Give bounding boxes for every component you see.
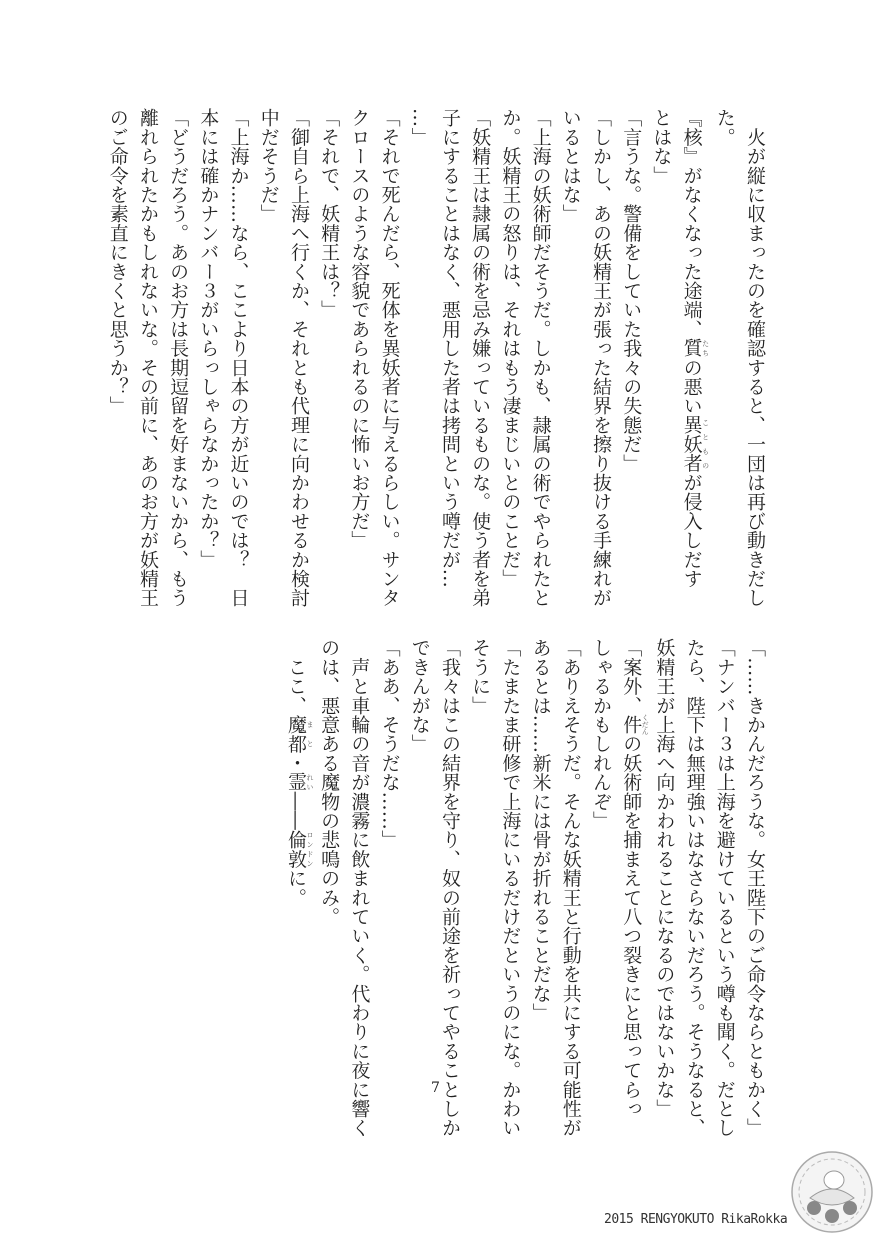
text-line: 声と車輪の音が濃霧に飲まれていく。代わりに夜に響く — [348, 638, 371, 1138]
text-line: 「しかし、あの妖精王が張った結界を擦り抜ける手練れが — [589, 108, 612, 608]
text-line: 「御自ら上海へ行くか、それとも代理に向かわせるか検討 — [287, 108, 310, 608]
text-line: 「……きかんだろうな。女王陛下のご命令ならともかく」 — [744, 638, 766, 1138]
text-line: たら、陛下は無理強いはなさらないだろう。そうなると、 — [683, 638, 706, 1138]
text-line: 子にすることはなく、悪用した者は拷問という噂だが… — [438, 108, 461, 588]
text-line: ここ、魔都 まと・霊 れい――倫敦 ロンドンに。 — [284, 638, 314, 907]
text-line: 中だそうだ」 — [257, 108, 280, 224]
text-line: 「上海か……なら、ここより日本の方が近いのでは？ 日 — [227, 108, 250, 608]
ruby-annotation: 倫敦 ロンドン — [284, 830, 314, 869]
circle-logo-stamp — [790, 1150, 874, 1234]
text-line: 「ああ、そうだな……」 — [378, 638, 401, 850]
ruby-annotation: 霊 れい — [284, 772, 314, 792]
text-line: のご命令を素直にきくと思うか？」 — [106, 108, 129, 416]
text-line: 『核』がなくなった途端、質 たちの悪い異妖者 ことものが侵入しだす — [680, 108, 710, 589]
text-block-top — [103, 108, 770, 608]
text-line: 「言うな。警備をしていた我々の失態だ」 — [620, 108, 643, 473]
ruby-annotation: 魔都 まと — [284, 714, 314, 754]
text-line: 「上海の妖術師だそうだ。しかも、隷属の術でやられたと — [529, 108, 552, 608]
ruby-annotation: 質 たち — [680, 338, 710, 358]
ruby-annotation: 異妖者 こともの — [680, 415, 710, 473]
text-line: 本には確かナンバー３がいらっしゃらなかったか？」 — [197, 108, 220, 569]
ruby-annotation: 件 くだん — [620, 713, 650, 736]
text-line: 「それで死んだら、死体を異妖者に与えるらしい。サンタ — [378, 108, 401, 608]
text-line: できんがな」 — [408, 638, 431, 754]
text-line: 「どうだろう。あのお方は長期逗留を好まないから、もう — [167, 108, 190, 608]
text-line: 「我々はこの結界を守り、奴の前途を祈ってやることしか — [438, 638, 461, 1138]
page-number: 7 — [431, 1080, 440, 1096]
text-line: た。 — [713, 108, 736, 147]
text-line: 「妖精王は隷属の術を忌み嫌っているものな。使う者を弟 — [469, 108, 492, 608]
text-line: とはな」 — [650, 108, 673, 185]
text-line: 「ありえそうだ。そんな妖精王と行動を共にする可能性が — [559, 638, 582, 1138]
text-line: そうに」 — [469, 638, 492, 715]
footer-credit: 2015 RENGYOKUTO RikaRokka — [604, 1212, 788, 1227]
text-line: しゃるかもしれんぞ」 — [589, 638, 612, 830]
text-line: 「ナンバー３は上海を避けているという噂も聞く。だとし — [713, 638, 736, 1138]
text-block-bottom — [281, 638, 770, 1138]
text-line: クロースのような容貌であられるのに怖いお方だ」 — [348, 108, 371, 550]
text-line: 「それで、妖精王は？」 — [318, 108, 341, 320]
text-line: 「案外、件 くだんの妖術師を捕まえて八つ裂きにと思ってらっ — [620, 638, 650, 1119]
text-line: 妖精王が上海へ向かわれることになるのではないかな」 — [653, 638, 676, 1118]
text-line: 離れられたかもしれないな。その前に、あのお方が妖精王 — [136, 108, 159, 608]
text-line: …」 — [408, 108, 431, 147]
text-line: か。妖精王の怒りは、それはもう凄まじいとのことだ」 — [499, 108, 522, 588]
text-line: のは、悪意ある魔物の悲鳴のみ。 — [318, 638, 341, 926]
text-line: 「たまたま研修で上海にいるだけだというのにな。かわい — [499, 638, 522, 1138]
text-line: 火が縦に収まったのを確認すると、一団は再び動きだし — [744, 108, 766, 608]
text-line: いるとはな」 — [559, 108, 582, 224]
text-line: あるとは……新米には骨が折れることだな」 — [529, 638, 552, 1022]
